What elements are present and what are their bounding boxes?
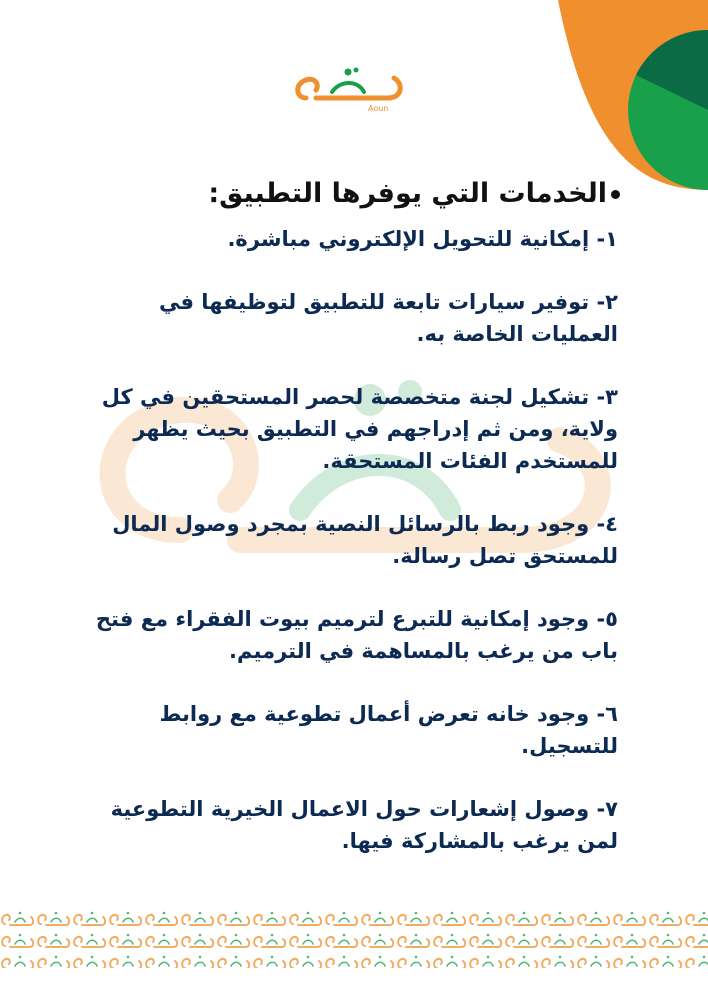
service-item: ٢- توفير سيارات تابعة للتطبيق لتوظيفها في العمليات الخاصة به. <box>159 290 618 346</box>
services-section <box>80 178 620 888</box>
logo-latin: Aoun <box>368 104 389 113</box>
service-item: ١- إمكانية للتحويل الإلكتروني مباشرة. <box>227 227 618 251</box>
corner-decoration <box>518 0 708 190</box>
title-text: الخدمات التي يوفرها التطبيق: <box>208 178 607 209</box>
service-item: ٣- تشكيل لجنة متخصصة لحصر المستحقين في كل ولاية، ومن ثم إدراجهم في التطبيق بحيث يظهر للمستخدم الفئات المستحقة. <box>101 385 618 473</box>
service-item: ٧- وصول إشعارات حول الاعمال الخيرية التطوعية لمن يرغب بالمشاركة فيها. <box>110 797 618 853</box>
aoun-logo <box>292 58 412 114</box>
service-item: ٥- وجود إمكانية للتبرع لترميم بيوت الفقراء مع فتح باب من يرغب بالمساهمة في الترميم. <box>95 607 618 663</box>
services-title <box>80 178 620 209</box>
bullet-icon <box>611 190 620 199</box>
service-item: ٦- وجود خانه تعرض أعمال تطوعية مع روابط للتسجيل. <box>159 702 618 758</box>
logo-pattern-band <box>0 908 708 968</box>
service-item: ٤- وجود ربط بالرسائل النصية بمجرد وصول المال للمستحق تصل رسالة. <box>112 512 618 568</box>
